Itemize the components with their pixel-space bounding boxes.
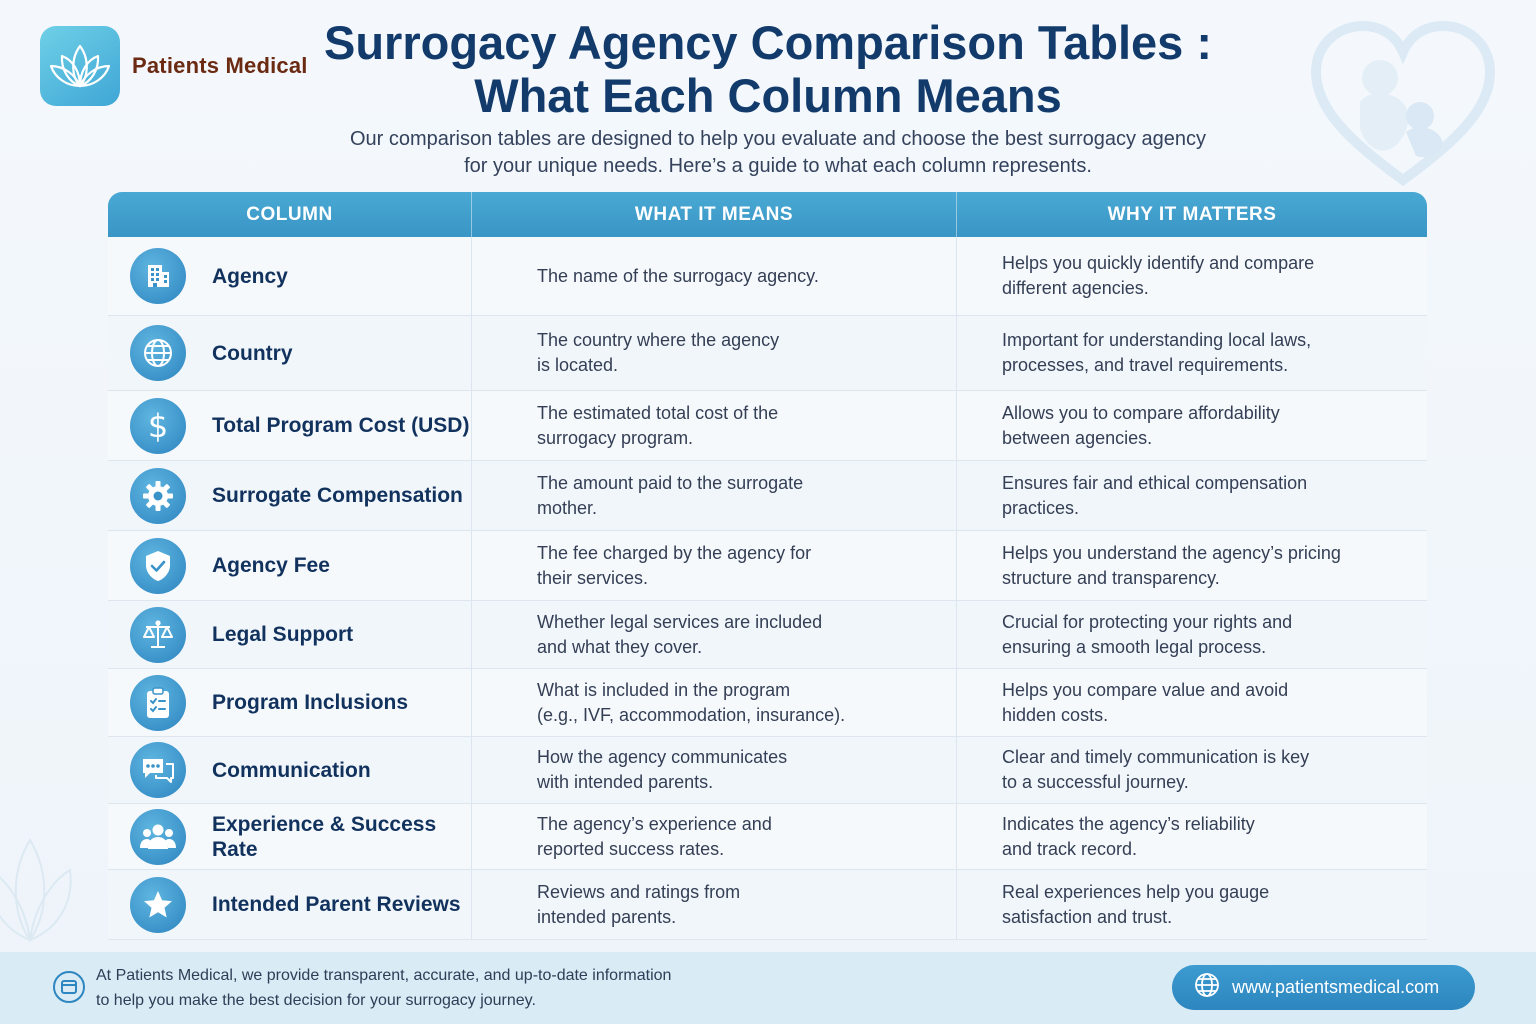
table-row [108, 669, 1427, 737]
what-it-means-cell: Reviews and ratings from intended parents. [471, 870, 956, 939]
column-cell [108, 804, 471, 869]
what-it-means-cell: The fee charged by the agency for their services. [471, 531, 956, 600]
shield-outline-icon [52, 970, 86, 1009]
header-what-it-means: WHAT IT MEANS [471, 192, 956, 237]
what-it-means-cell: The estimated total cost of the surrogacy program. [471, 391, 956, 460]
column-cell [108, 461, 471, 530]
decorative-lotus-icon [0, 800, 110, 950]
table-row [108, 737, 1427, 804]
what-it-means-cell: The amount paid to the surrogate mother. [471, 461, 956, 530]
column-name: Legal Support [212, 623, 354, 646]
what-it-means-cell: Whether legal services are included and what they cover. [471, 601, 956, 668]
column-cell [108, 531, 471, 600]
star-icon [130, 877, 186, 933]
column-name: Communication [212, 758, 371, 782]
header-why-it-matters: WHY IT MATTERS [956, 192, 1427, 237]
why-it-matters-cell: Allows you to compare affordability between agencies. [956, 391, 1427, 460]
website-link-button[interactable] [1172, 965, 1475, 1010]
why-it-matters-cell: Helps you understand the agency’s pricing structure and transparency. [956, 531, 1427, 600]
why-it-matters-cell: Ensures fair and ethical compensation practices. [956, 461, 1427, 530]
website-url: www.patientsmedical.com [1232, 977, 1440, 997]
why-it-matters-cell: Crucial for protecting your rights and ensuring a smooth legal process. [956, 601, 1427, 668]
what-it-means-cell: How the agency communicates with intended parents. [471, 737, 956, 803]
table-row [108, 316, 1427, 391]
scales-icon [130, 607, 186, 663]
group-icon [130, 809, 186, 865]
table-row [108, 531, 1427, 601]
column-cell [108, 669, 471, 736]
column-cell [108, 737, 471, 803]
what-it-means-cell: What is included in the program (e.g., IVF, accommodation, insurance). [471, 669, 956, 736]
table-row [108, 870, 1427, 940]
column-name: Program Inclusions [212, 691, 409, 714]
building-icon [130, 248, 186, 304]
why-it-matters-cell: Clear and timely communication is key to a successful journey. [956, 737, 1427, 803]
footer-bar [0, 952, 1536, 1024]
svg-text:$: $ [147, 407, 169, 444]
page-subtitle: Our comparison tables are designed to help you evaluate and choose the best surrogacy agency for your unique needs. Here’s a guide to what each column represents. [349, 128, 1207, 177]
column-cell [108, 870, 471, 939]
column-cell [108, 316, 471, 390]
why-it-matters-cell: Real experiences help you gauge satisfaction and trust. [956, 870, 1427, 939]
gear-icon [130, 468, 186, 524]
column-cell [108, 601, 471, 668]
table-header [108, 192, 1427, 237]
table-row [108, 237, 1427, 316]
header-column: COLUMN [246, 203, 333, 225]
globe-icon [130, 325, 186, 381]
comparison-columns-table [108, 192, 1427, 940]
what-it-means-cell: The agency’s experience and reported success rates. [471, 804, 956, 869]
table-body [108, 237, 1427, 940]
table-row [108, 804, 1427, 870]
column-name: Country [212, 341, 293, 365]
why-it-matters-cell: Indicates the agency’s reliability and track record. [956, 804, 1427, 869]
column-name: Total Program Cost (USD) [212, 414, 470, 437]
dollar-icon [130, 398, 186, 454]
column-name: Agency Fee [212, 554, 330, 577]
table-row [108, 601, 1427, 669]
column-name: Agency [212, 264, 288, 288]
column-name: Intended Parent Reviews [212, 893, 461, 916]
footer-text: At Patients Medical, we provide transparent, accurate, and up-to-date information to help you make the best decision for your surrogacy journey. [96, 967, 672, 1009]
why-it-matters-cell: Important for understanding local laws, processes, and travel requirements. [956, 316, 1427, 390]
table-row [108, 391, 1427, 461]
table-row [108, 461, 1427, 531]
shield-check-icon [130, 538, 186, 594]
why-it-matters-cell: Helps you compare value and avoid hidden costs. [956, 669, 1427, 736]
why-it-matters-cell: Helps you quickly identify and compare different agencies. [956, 237, 1427, 315]
globe-icon [1194, 972, 1220, 1003]
brand-name: Patients Medical [132, 53, 308, 78]
column-name: Surrogate Compensation [212, 484, 463, 507]
column-cell [108, 391, 471, 460]
column-name: Experience & Success Rate [212, 812, 437, 861]
what-it-means-cell: The country where the agency is located. [471, 316, 956, 390]
chat-icon [130, 742, 186, 798]
what-it-means-cell: The name of the surrogacy agency. [471, 237, 956, 315]
clipboard-icon [130, 675, 186, 731]
page-title: Surrogacy Agency Comparison Tables : What Each Column Means [324, 16, 1212, 122]
column-cell [108, 237, 471, 315]
